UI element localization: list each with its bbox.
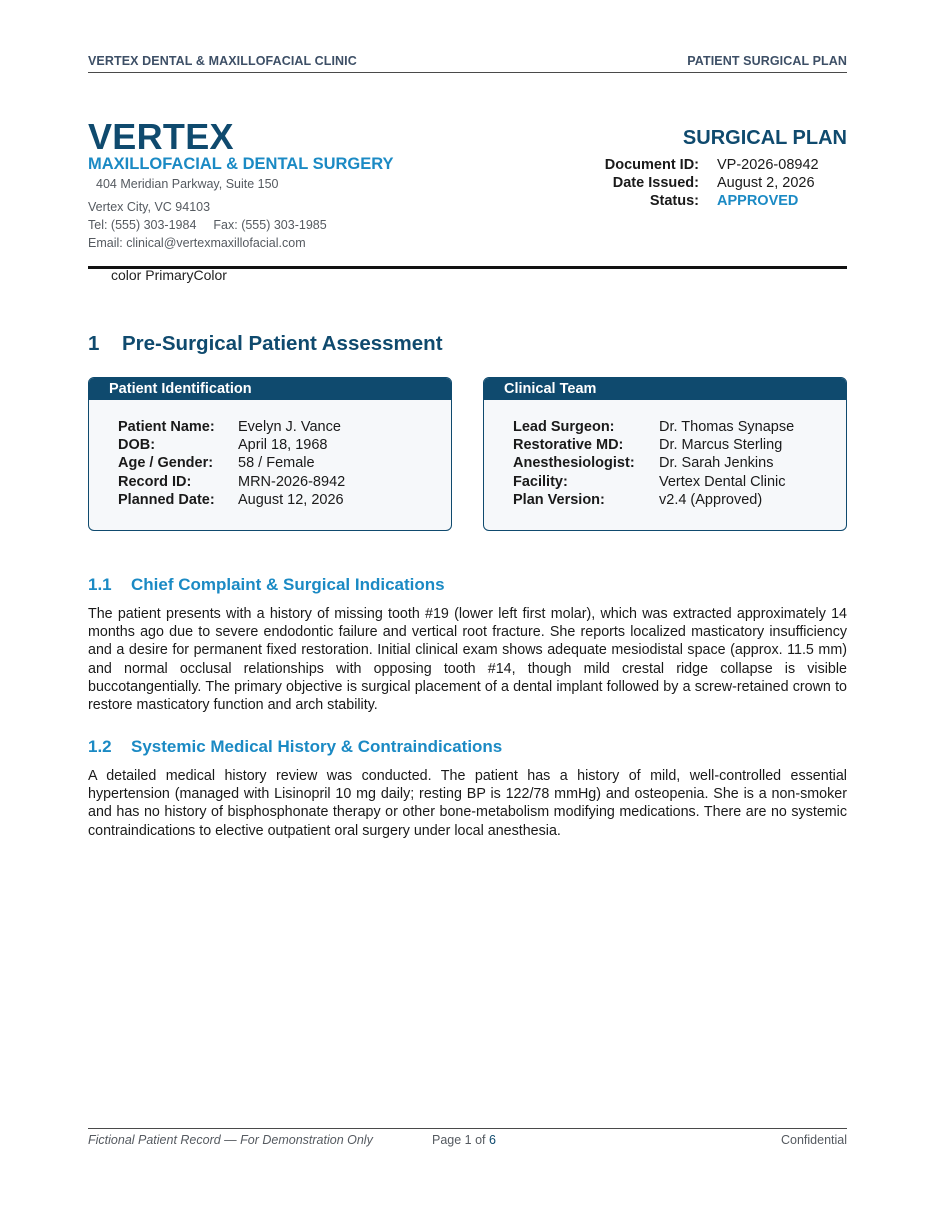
card-title: Patient Identification xyxy=(89,378,451,400)
clinical-team-card xyxy=(483,377,847,531)
meta-label: Date Issued: xyxy=(612,175,699,191)
info-row xyxy=(513,418,846,436)
info-value: Dr. Marcus Sterling xyxy=(659,437,783,454)
info-label: Patient Name: xyxy=(118,419,215,435)
info-label: Age / Gender: xyxy=(118,455,214,472)
meta-value: VP-2026-08942 xyxy=(717,157,819,173)
subsection-heading xyxy=(88,575,445,595)
info-row xyxy=(118,491,451,509)
info-row xyxy=(513,436,846,454)
footer-disclaimer: Fictional Patient Record — For Demonstration Only xyxy=(88,1133,373,1147)
info-value: April 18, 1968 xyxy=(238,437,328,454)
info-row xyxy=(118,473,451,491)
meta-row-date-issued xyxy=(600,174,847,192)
card-title: Clinical Team xyxy=(484,378,846,400)
page-number-prefix: Page 1 of xyxy=(432,1133,486,1147)
stray-text: color PrimaryColor xyxy=(111,267,227,283)
info-value: Vertex Dental Clinic xyxy=(659,473,786,490)
info-label: Planned Date: xyxy=(118,491,215,508)
info-value: v2.4 (Approved) xyxy=(659,491,763,508)
contact-email: Email: clinical@vertexmaxillofacial.com xyxy=(88,236,306,250)
status-badge: APPROVED xyxy=(717,193,799,209)
brand-subtitle: MAXILLOFACIAL & DENTAL SURGERY xyxy=(88,155,394,173)
info-value: Dr. Thomas Synapse xyxy=(659,419,795,435)
subsection-number: 1.2 xyxy=(88,737,112,756)
meta-label: Document ID: xyxy=(604,157,699,173)
meta-row-status xyxy=(600,192,847,210)
footer-confidential: Confidential xyxy=(780,1133,847,1147)
brand-name: VERTEX xyxy=(88,116,234,157)
info-row xyxy=(513,473,846,491)
info-row xyxy=(513,454,846,472)
info-row xyxy=(118,436,451,454)
info-label: Restorative MD: xyxy=(513,437,624,454)
info-label: Plan Version: xyxy=(513,491,605,508)
running-header xyxy=(88,54,847,73)
section-heading xyxy=(88,332,443,356)
page-total: 6 xyxy=(489,1133,496,1147)
info-value: MRN-2026-8942 xyxy=(238,473,346,490)
meta-label: Status: xyxy=(649,193,699,209)
info-row xyxy=(118,454,451,472)
section-number: 1 xyxy=(88,332,100,355)
page-footer xyxy=(88,1128,847,1150)
info-value: Evelyn J. Vance xyxy=(238,419,341,435)
subsection-title: Chief Complaint & Surgical Indications xyxy=(131,575,445,594)
info-label: DOB: xyxy=(118,437,156,454)
chief-complaint-paragraph: The patient presents with a history of missing tooth #19 (lower left first molar), which was extracted approximately 14 months ago due to severe endodontic failure and vertical root fracture. She reports localized masticatory insufficiency and a desire for permanent fixed restoration. Initial clinical exam shows adequate mesiodistal space (approx. 11.5 mm) and normal occlusal relationships with opposing tooth #14, though mild crestal ridge collapse is visible buccotangentially. The primary objective is surgical placement of a dental implant followed by a screw-retained crown to restore masticatory function and arch stability. xyxy=(88,606,847,714)
medical-history-paragraph: A detailed medical history review was conducted. The patient has a history of mild, well-controlled essential hypertension (managed with Lisinopril 10 mg daily; resting BP is 122/78 mmHg) and osteopenia. She is a non-smoker and has no history of bisphosphonate therapy or other bone-metabolism modifying medications. There are no systemic contraindications to elective outpatient oral surgery under local anesthesia. xyxy=(88,768,847,839)
address-line-1: 404 Meridian Parkway, Suite 150 xyxy=(96,177,279,191)
subsection-number: 1.1 xyxy=(88,575,112,594)
meta-value: August 2, 2026 xyxy=(717,175,815,191)
subsection-title: Systemic Medical History & Contraindications xyxy=(131,737,503,756)
section-title: Pre-Surgical Patient Assessment xyxy=(122,332,443,355)
page-number xyxy=(432,1133,496,1147)
header-document-type: PATIENT SURGICAL PLAN xyxy=(687,54,847,68)
info-label: Lead Surgeon: xyxy=(513,419,615,435)
fax-number: Fax: (555) 303-1985 xyxy=(213,218,327,232)
info-row xyxy=(118,418,451,436)
info-value: 58 / Female xyxy=(238,455,315,472)
document-title: SURGICAL PLAN xyxy=(682,127,847,149)
patient-identification-card xyxy=(88,377,452,531)
info-label: Facility: xyxy=(513,473,568,490)
info-row xyxy=(513,491,846,509)
info-label: Anesthesiologist: xyxy=(513,455,635,472)
header-clinic-name: VERTEX DENTAL & MAXILLOFACIAL CLINIC xyxy=(88,54,357,68)
subsection-heading xyxy=(88,737,502,757)
meta-row-document-id xyxy=(600,156,847,174)
phone-number: Tel: (555) 303-1984 xyxy=(88,218,197,232)
info-value: Dr. Sarah Jenkins xyxy=(659,455,774,472)
document-meta xyxy=(600,156,847,210)
info-label: Record ID: xyxy=(118,473,192,490)
info-value: August 12, 2026 xyxy=(238,491,344,508)
address-line-2: Vertex City, VC 94103 xyxy=(88,200,211,214)
contact-phone-fax xyxy=(88,218,327,233)
